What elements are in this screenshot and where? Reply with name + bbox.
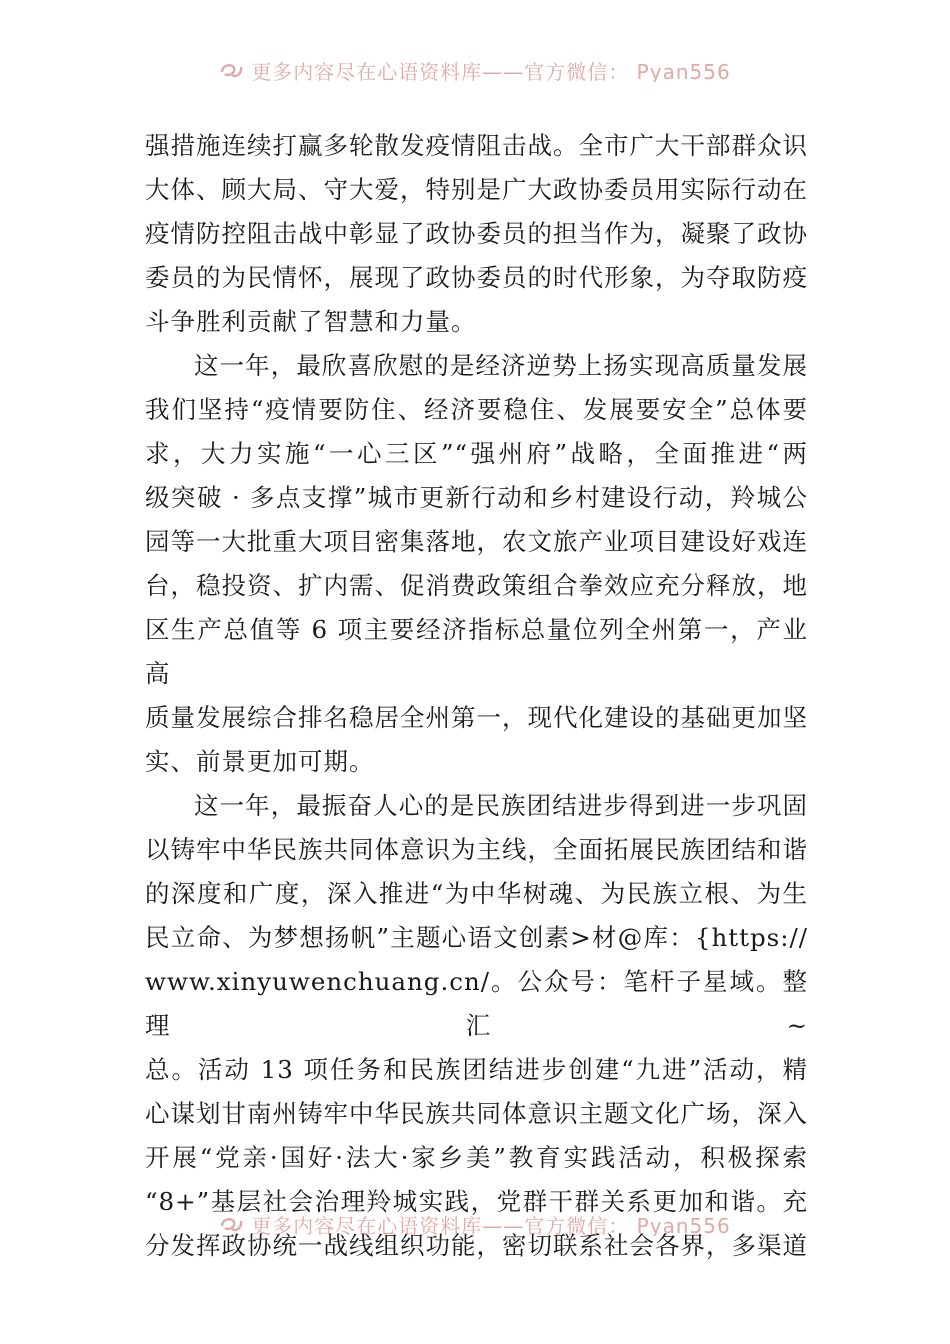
text-line: 区生产总值等 6 项主要经济指标总量位列全州第一，产业高 [145, 615, 808, 688]
text-line: 园等一大批重大项目密集落地，农文旅产业项目建设好戏连 [145, 527, 808, 556]
text-line: 心谋划甘南州铸牢中华民族共同体意识主题文化广场，深入 [145, 1099, 808, 1128]
text-line: 疫情防控阻击战中彰显了政协委员的担当作为，凝聚了政协 [145, 219, 808, 248]
text-line: “8+”基层社会治理羚城实践，党群干群关系更加和谐。充 [145, 1187, 808, 1216]
paragraph-1 [145, 124, 808, 344]
header-watermark [0, 58, 950, 82]
text-line: 这一年，最欣喜欣慰的是经济逆势上扬实现高质量发展 [194, 351, 808, 380]
text-line: 强措施连续打赢多轮散发疫情阻击战。全市广大干部群众识 [145, 131, 808, 160]
text-line: 级突破 · 多点支撑”城市更新行动和乡村建设行动，羚城公 [145, 483, 808, 512]
text-line: 台，稳投资、扩内需、促消费政策组合拳效应充分释放，地 [145, 571, 808, 600]
paragraph-2 [145, 344, 808, 784]
text-line: 以铸牢中华民族共同体意识为主线，全面拓展民族团结和谐 [145, 835, 808, 864]
watermark-text: 更多内容尽在心语资料库——官方微信： Pyan556 [251, 59, 731, 82]
text-line: 民立命、为梦想扬帆”主题心语文创素>材@库：{https:// [145, 923, 808, 952]
text-line: 委员的为民情怀，展现了政协委员的时代形象，为夺取防疫 [145, 263, 808, 292]
text-line: 大体、顾大局、守大爱，特别是广大政协委员用实际行动在 [145, 175, 808, 204]
text-line: 斗争胜利贡献了智慧和力量。 [145, 307, 477, 336]
text-line: www.xinyuwenchuang.cn/。公众号：笔杆子星域。整理汇~ [145, 967, 808, 1040]
text-line: 的深度和广度，深入推进“为中华树魂、为民族立根、为生 [145, 879, 808, 908]
text-line: 开展“党亲·国好·法大·家乡美”教育实践活动，积极探索 [145, 1143, 808, 1172]
text-line: 我们坚持“疫情要防住、经济要稳住、发展要安全”总体要 [145, 395, 808, 424]
text-line: 总。活动 13 项任务和民族团结进步创建“九进”活动，精 [145, 1055, 808, 1084]
text-line: 求，大力实施“一心三区”“强州府”战略，全面推进“两 [145, 439, 808, 468]
watermark-logo-icon [219, 1214, 245, 1234]
document-body [145, 124, 808, 1268]
text-line: 实、前景更加可期。 [145, 747, 375, 776]
text-line: 质量发展综合排名稳居全州第一，现代化建设的基础更加坚 [145, 703, 808, 732]
text-line: 这一年，最振奋人心的是民族团结进步得到进一步巩固 [194, 791, 808, 820]
paragraph-3 [145, 784, 808, 1268]
footer-watermark [0, 1212, 950, 1236]
text-line: 分发挥政协统一战线组织功能，密切联系社会各界，多渠道 [145, 1231, 808, 1260]
watermark-logo-icon [219, 60, 245, 80]
watermark-text: 更多内容尽在心语资料库——官方微信： Pyan556 [251, 1213, 731, 1236]
